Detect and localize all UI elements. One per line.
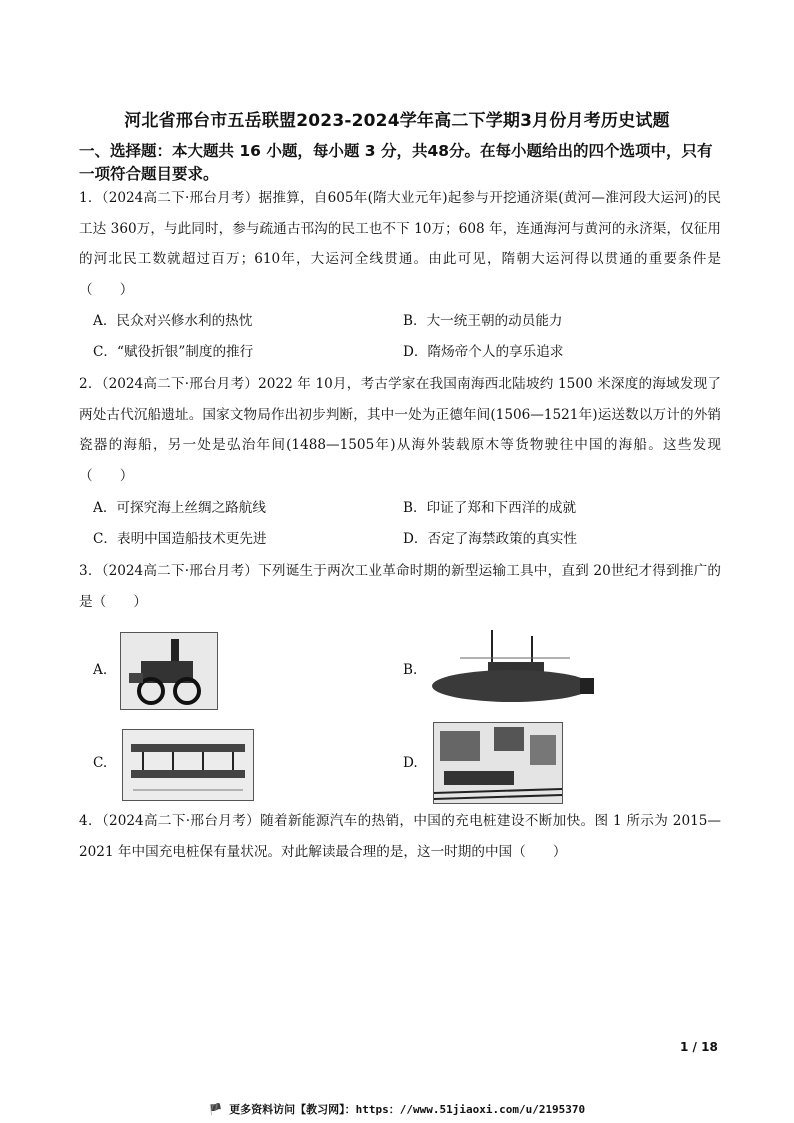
- q1-option-b: B．大一统王朝的动员能力: [403, 313, 563, 329]
- question-4-stem: 4．（2024高二下·邢台月考）随着新能源汽车的热销，中国的充电桩建设不断加快。图 1 所示为 2015—2021 年中国充电桩保有量状况。对此解读最合理的是，这一时期的中国（ ）: [79, 813, 721, 860]
- page-number: 1 / 18: [680, 1040, 718, 1054]
- question-3-stem: 3．（2024高二下·邢台月考）下列诞生于两次工业革命时期的新型运输工具中，直到 20世纪才得到推广的是（ ）: [79, 563, 721, 610]
- question-2-stem: 2．（2024高二下·邢台月考）2022 年 10月，考古学家在我国南海西北陆坡约 1500 米深度的海域发现了两处古代沉船遗址。国家文物局作出初步判断，其中一处为正德年间(1506—1521年)运送数以万计的外销瓷器的海船，另一处是弘治年间(1488—1505年)从海外装载原木等货物驶往中国的海船。这些发现（ ）: [79, 376, 721, 484]
- submarine-image: [430, 628, 596, 704]
- q1-option-c: C．“赋役折银”制度的推行: [93, 344, 254, 360]
- q2-option-a: A．可探究海上丝绸之路航线: [93, 500, 266, 516]
- q2-option-c: C．表明中国造船技术更先进: [93, 531, 267, 547]
- q1-option-a: A．民众对兴修水利的热忱: [93, 313, 253, 329]
- q3-option-c: C.: [93, 755, 108, 771]
- q2-option-d: D．否定了海禁政策的真实性: [403, 531, 578, 547]
- question-1-stem: 1．（2024高二下·邢台月考）据推算，自605年(隋大业元年)起参与开挖通济渠(黄河—淮河段大运河)的民工达 360万，与此同时，参与疏通古邗沟的民工也不下 10万；608 年，连通海河与黄河的永济渠，仅征用的河北民工数就超过百万；610年，大运河全线贯通。由此可见，隋朝大运河得以贯通的重要条件是（ ）: [79, 190, 721, 298]
- footer-link[interactable]: 🏴 更多资料访问【教习网】：https：//www.51jiaoxi.com/u/2195370: [208, 1103, 586, 1116]
- q3-option-a: A.: [93, 662, 108, 678]
- document-title: 河北省邢台市五岳联盟2023-2024学年高二下学期3月份月考历史试题: [124, 111, 670, 131]
- railway-scene-image: [433, 722, 563, 804]
- q3-option-d: D.: [403, 755, 418, 771]
- steam-tractor-image: [120, 632, 218, 710]
- q1-option-d: D．隋炀帝个人的享乐追求: [403, 344, 564, 360]
- section-heading: 一、选择题：本大题共 16 小题，每小题 3 分，共48分。在每小题给出的四个选项中，只有一项符合题目要求。: [79, 142, 713, 183]
- biplane-image: [122, 729, 254, 801]
- q2-option-b: B．印证了郑和下西洋的成就: [403, 500, 577, 516]
- q3-option-b: B.: [403, 662, 418, 678]
